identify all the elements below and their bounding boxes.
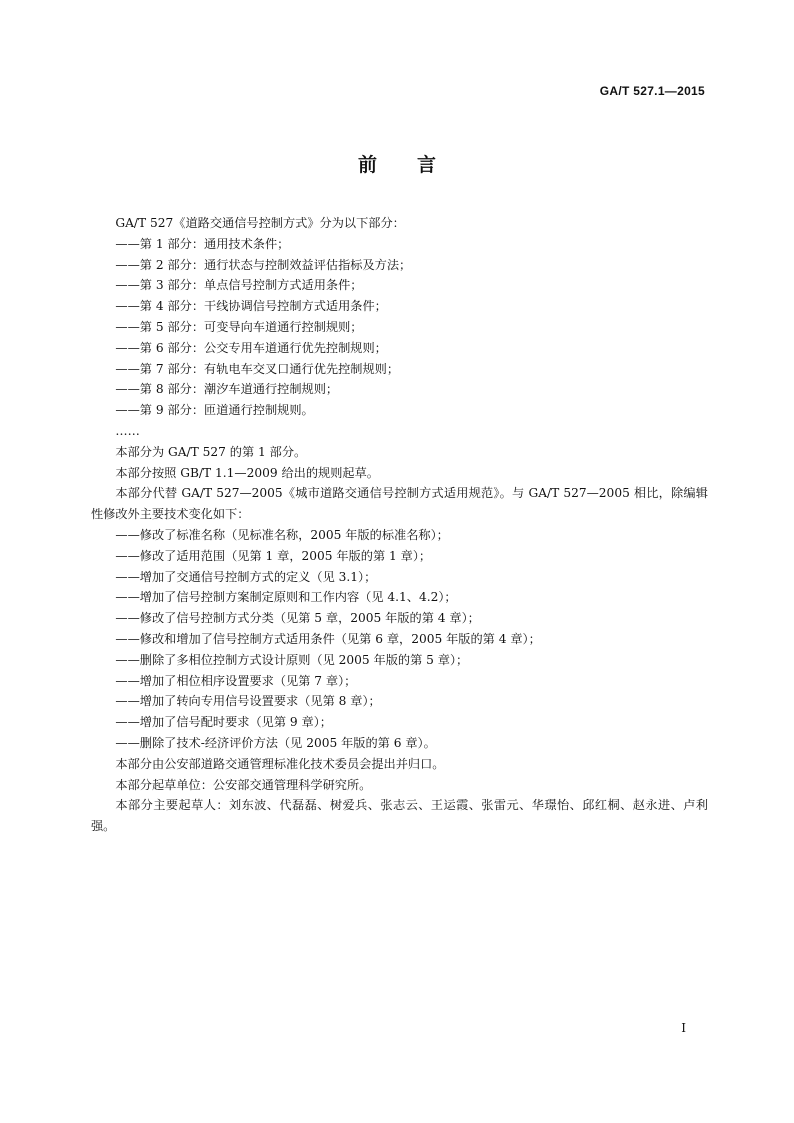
change-item: ——增加了信号控制方案制定原则和工作内容（见 4.1、4.2）； [115,590,457,605]
paragraph-replaces: 本部分代替 GA/T 527—2005《城市道路交通信号控制方式适用规范》。与 GA/T 527—2005 相比，除编辑性修改外主要技术变化如下： [91,486,708,522]
page-number: I [681,1021,686,1035]
change-item: ——增加了交通信号控制方式的定义（见 3.1）； [115,569,377,584]
paragraph-drafting-unit: 本部分起草单位：公安部交通管理科学研究所。 [115,777,372,792]
list-item-part-5: ——第 5 部分：可变导向车道通行控制规则； [115,319,363,334]
paragraph-part-of: 本部分为 GA/T 527 的第 1 部分。 [115,444,307,459]
list-item-part-3: ——第 3 部分：单点信号控制方式适用条件； [115,278,363,293]
change-item: ——增加了信号配时要求（见第 9 章）； [115,715,332,730]
standard-code: GA/T 527.1—2015 [599,84,705,98]
foreword-body [91,213,708,837]
change-item: ——修改和增加了信号控制方式适用条件（见第 6 章，2005 年版的第 4 章）； [115,631,541,646]
paragraph-drafters: 本部分主要起草人：刘东波、代磊磊、树爱兵、张志云、王运霞、张雷元、华璟怡、邱红桐、赵永进、卢利强。 [91,798,708,834]
change-item: ——修改了适用范围（见第 1 章，2005 年版的第 1 章）； [115,548,432,563]
list-item-part-6: ——第 6 部分：公交专用车道通行优先控制规则； [115,340,387,355]
paragraph-proposer: 本部分由公安部道路交通管理标准化技术委员会提出并归口。 [115,756,445,771]
list-item-part-1: ——第 1 部分：通用技术条件； [115,236,290,251]
list-item-part-4: ——第 4 部分：干线协调信号控制方式适用条件； [115,299,387,314]
change-item: ——修改了标准名称（见标准名称，2005 年版的标准名称）； [115,527,449,542]
page-title: 前言 [357,154,476,176]
ellipsis: …… [115,423,140,438]
list-item-part-7: ——第 7 部分：有轨电车交叉口通行优先控制规则； [115,361,400,376]
list-item-part-8: ——第 8 部分：潮汐车道通行控制规则； [115,382,339,397]
list-item-part-2: ——第 2 部分：通行状态与控制效益评估指标及方法； [115,257,412,272]
paragraph-drafting-rules: 本部分按照 GB/T 1.1—2009 给出的规则起草。 [115,465,379,480]
change-item: ——修改了信号控制方式分类（见第 5 章，2005 年版的第 4 章）； [115,611,480,626]
change-item: ——增加了相位相序设置要求（见第 7 章）； [115,673,357,688]
list-item-part-9: ——第 9 部分：匝道通行控制规则。 [115,403,314,418]
paragraph-intro: GA/T 527《道路交通信号控制方式》分为以下部分： [115,216,405,230]
change-item: ——增加了转向专用信号设置要求（见第 8 章）； [115,694,381,709]
change-item: ——删除了多相位控制方式设计原则（见 2005 年版的第 5 章）； [115,652,469,667]
change-item: ——删除了技术-经济评价方法（见 2005 年版的第 6 章）。 [115,735,436,750]
